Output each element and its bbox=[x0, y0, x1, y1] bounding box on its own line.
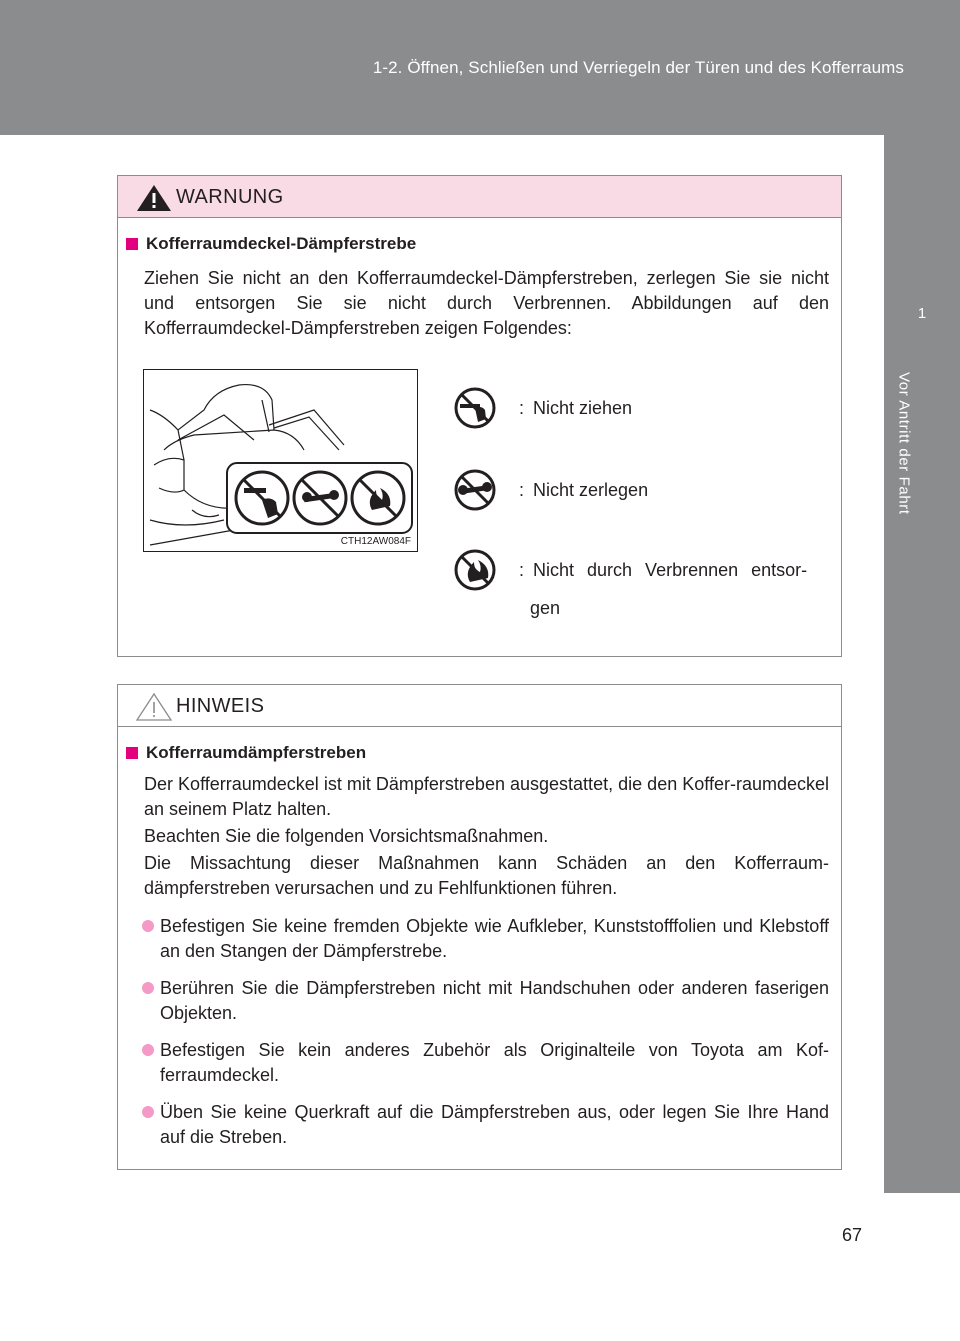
page-header bbox=[0, 0, 960, 135]
no-pulling-icon bbox=[453, 386, 497, 430]
notice-bullet-3 bbox=[142, 1038, 829, 1088]
symbol-colon: : bbox=[519, 559, 525, 580]
notice-bullet-2 bbox=[142, 976, 829, 1026]
square-bullet-icon bbox=[126, 238, 138, 250]
notice-section-title bbox=[126, 743, 366, 763]
warning-section-title bbox=[126, 234, 416, 254]
warning-section-title-text: Kofferraumdeckel-Dämpferstrebe bbox=[146, 234, 417, 253]
notice-bullet-1 bbox=[142, 914, 829, 964]
symbol-colon: : bbox=[519, 479, 525, 500]
trunk-illustration-icon bbox=[144, 370, 417, 551]
warning-paragraph: Ziehen Sie nicht an den Kofferraumdeckel-Dämpferstreben, zerlegen Sie sie nicht und entsorgen Sie sie nicht durch Verbrennen. Abbildungen auf den Kofferraumdeckel-Dämpferstreben zeigen Folgendes: bbox=[144, 268, 829, 338]
notice-header bbox=[118, 685, 841, 727]
notice-bullet-3-text: Befestigen Sie kein anderes Zubehör als Originalteile von Toyota am Kof-ferraumdeckel. bbox=[160, 1040, 829, 1085]
notice-bullet-4-text: Üben Sie keine Querkraft auf die Dämpferstreben aus, oder legen Sie Ihre Hand auf die Streben. bbox=[160, 1102, 829, 1147]
notice-title: HINWEIS bbox=[176, 695, 265, 717]
symbol-label-no-burning: Nicht durch Verbrennen entsor- bbox=[533, 559, 808, 580]
warning-triangle-icon bbox=[135, 183, 173, 213]
figure-code: CTH12AW084F bbox=[340, 536, 411, 547]
notice-bullet-1-text: Befestigen Sie keine fremden Objekte wie Aufkleber, Kunststofffolien und Klebstoff an den Stangen der Dämpferstrebe. bbox=[160, 916, 829, 961]
notice-paragraph-1: Der Kofferraumdeckel ist mit Dämpferstreben ausgestattet, die den Koffer-raumdeckel an seinem Platz halten. bbox=[144, 774, 829, 819]
symbol-label-no-disassembly: Nicht zerlegen bbox=[533, 479, 649, 500]
chapter-number: 1 bbox=[917, 305, 927, 322]
notice-paragraph-3: Die Missachtung dieser Maßnahmen kann Schäden an den Kofferraum-dämpferstreben verursachen und zu Fehlfunktionen führen. bbox=[144, 853, 829, 898]
notice-bullet-2-text: Berühren Sie die Dämpferstreben nicht mit Handschuhen oder anderen faserigen Objekten. bbox=[160, 978, 829, 1023]
symbol-label-continuation: gen bbox=[530, 598, 561, 618]
chapter-label bbox=[884, 372, 924, 552]
circle-bullet-icon bbox=[142, 982, 154, 994]
circle-bullet-icon bbox=[142, 1044, 154, 1056]
symbol-label-no-pulling: Nicht ziehen bbox=[533, 397, 633, 418]
chapter-title: 1-2. Öffnen, Schließen und Verriegeln der Türen und des Kofferraums bbox=[372, 58, 904, 77]
warning-box bbox=[117, 175, 842, 657]
symbol-row-no-burning bbox=[453, 548, 807, 592]
warning-title: WARNUNG bbox=[176, 186, 284, 208]
notice-paragraph-2: Beachten Sie die folgenden Vorsichtsmaßnahmen. bbox=[144, 826, 549, 846]
circle-bullet-icon bbox=[142, 920, 154, 932]
square-bullet-icon bbox=[126, 747, 138, 759]
notice-bullet-4 bbox=[142, 1100, 829, 1150]
caution-triangle-outline-icon bbox=[135, 692, 173, 722]
symbol-row-no-pulling bbox=[453, 386, 632, 430]
no-disassembly-icon bbox=[453, 468, 497, 512]
chapter-label-text: Vor Antritt der Fahrt bbox=[895, 372, 913, 515]
symbol-row-no-disassembly bbox=[453, 468, 648, 512]
notice-box bbox=[117, 684, 842, 1170]
symbol-colon: : bbox=[519, 397, 525, 418]
no-burning-icon bbox=[453, 548, 497, 592]
notice-section-title-text: Kofferraumdämpferstreben bbox=[146, 743, 367, 762]
page-number: 67 bbox=[841, 1225, 862, 1245]
circle-bullet-icon bbox=[142, 1106, 154, 1118]
trunk-strut-illustration bbox=[143, 369, 418, 552]
warning-header bbox=[118, 176, 841, 218]
chapter-tab bbox=[884, 135, 960, 363]
